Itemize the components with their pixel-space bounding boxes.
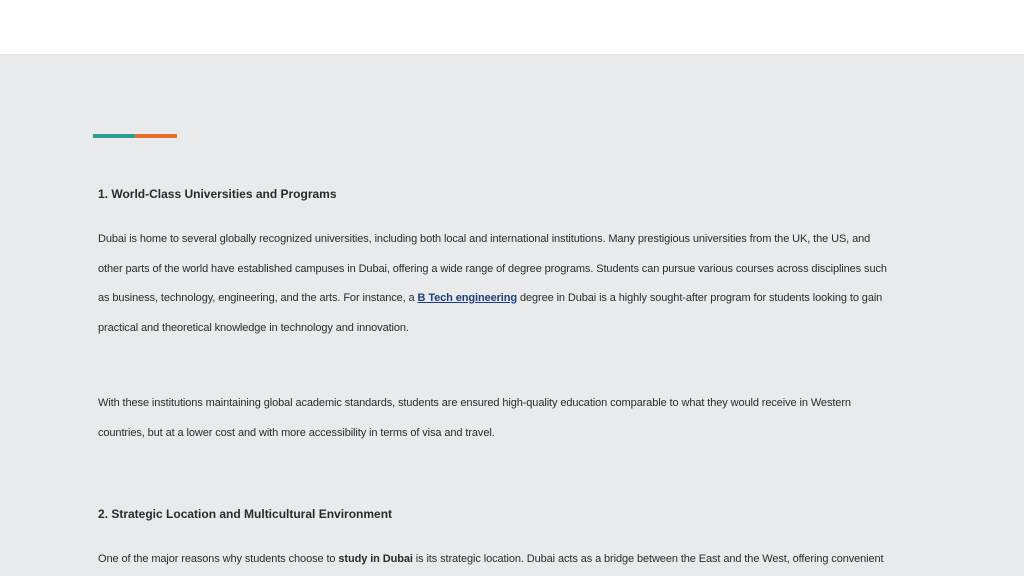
paragraph-line: Dubai is home to several globally recognized universities, including both local and international institutions. Many prestigious universities from the UK, the US, and (98, 233, 871, 245)
slide-page (0, 54, 1024, 576)
study-in-dubai-emphasis: study in Dubai (338, 553, 413, 565)
accent-bar (93, 134, 177, 138)
paragraph-line: practical and theoretical knowledge in technology and innovation. (98, 321, 409, 334)
paragraph-line: is its strategic location. Dubai acts as a bridge between the East and the West, offering convenient (412, 553, 884, 565)
paragraph-line: One of the major reasons why students choose to (98, 553, 339, 565)
accent-bar-orange (135, 134, 177, 138)
paragraph-line: With these institutions maintaining global academic standards, students are ensured high-quality education comparable to what they would receive in Western (98, 397, 851, 409)
top-white-band (0, 0, 1024, 54)
paragraph-universities (98, 225, 938, 343)
btech-engineering-link[interactable]: B Tech engineering (417, 292, 517, 304)
section-heading-universities: 1. World-Class Universities and Programs (98, 187, 337, 201)
paragraph-standards (98, 389, 938, 448)
paragraph-location (98, 545, 938, 575)
paragraph-line: as business, technology, engineering, and the arts. For instance, a (98, 292, 418, 304)
section-heading-location: 2. Strategic Location and Multicultural Environment (98, 507, 393, 521)
paragraph-line: other parts of the world have established campuses in Dubai, offering a wide range of degree programs. Students can pursue various courses across disciplines such (98, 262, 887, 275)
accent-bar-teal (93, 134, 135, 138)
paragraph-line: degree in Dubai is a highly sought-after program for students looking to gain (517, 292, 883, 304)
paragraph-line: countries, but at a lower cost and with more accessibility in terms of visa and travel. (98, 426, 495, 439)
